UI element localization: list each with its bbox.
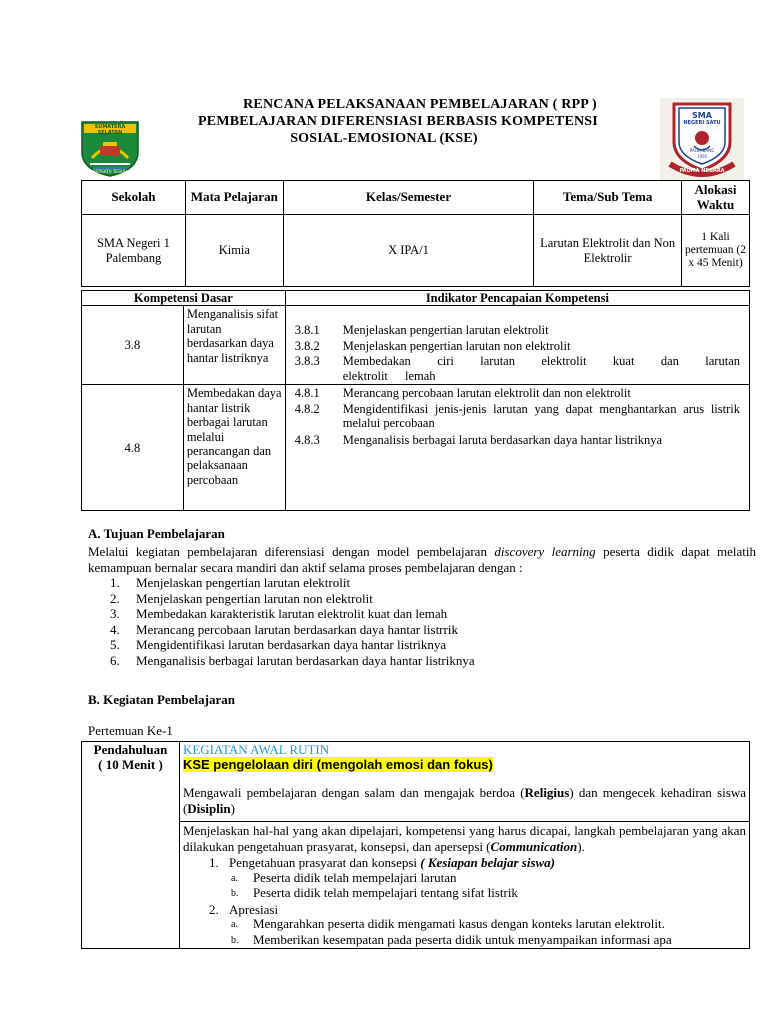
kd-code: 4.8 xyxy=(82,385,184,511)
value-alokasi-waktu: 1 Kali pertemuan (2 x 45 Menit) xyxy=(682,215,750,287)
meeting-label: Pertemuan Ke-1 xyxy=(88,723,173,738)
indicator-item xyxy=(289,339,746,355)
intro-text-end: peserta didik dapat melatih kemampuan bernalar secara mandiri dan aktif selama proses pembelajaran dengan : xyxy=(88,544,756,575)
section-a-intro xyxy=(88,544,756,576)
phase-name: Pendahuluan xyxy=(93,742,168,757)
indicator-number: 4.8.2 xyxy=(294,401,320,416)
sumsel-emblem-logo xyxy=(78,118,142,178)
indicator-text: Menjelaskan pengertian larutan elektrolit xyxy=(342,323,549,338)
opening-text: Mengawali pembelajaran dengan salam dan mengajak berdoa (Religius) dan mengecek kehadiran siswa (Disiplin) xyxy=(182,785,746,816)
document-subtitle: PEMBELAJARAN DIFERENSIASI BERBASIS KOMPETENSI xyxy=(198,114,598,129)
step-2-item: a. Mengarahkan peserta didik mengamati kasus dengan konteks larutan elektrolit. xyxy=(230,916,665,931)
indicator-group xyxy=(285,306,749,385)
logo-right-city: PALEMBANG xyxy=(689,148,715,153)
routine-heading: KEGIATAN AWAL RUTIN xyxy=(182,742,330,757)
apperception-cell xyxy=(179,822,749,949)
indicator-item xyxy=(289,354,746,384)
activities-table xyxy=(81,741,750,949)
step-1-item: a. Peserta didik telah mempelajari larutan xyxy=(230,869,457,885)
kse-highlight: KSE pengelolaan diri (mengolah emosi dan fokus) xyxy=(182,757,493,772)
logo-left-bottom: BERSATU TEGUH xyxy=(93,169,127,174)
value-tema: Larutan Elektrolit dan Non Elektrolir xyxy=(534,215,682,287)
indicator-item xyxy=(289,386,746,402)
document-subtitle-kse: SOSIAL-EMOSIONAL (KSE) xyxy=(290,131,478,146)
indicator-number: 3.8.3 xyxy=(294,354,320,369)
kd-description: Menganalisis sifat larutan berdasarkan daya hantar listriknya xyxy=(183,306,285,385)
indicator-item xyxy=(289,433,746,449)
indicator-item xyxy=(289,402,746,433)
step-2-item: b. Memberikan kesempatan pada peserta didik untuk menyampaikan informasi apa xyxy=(230,931,672,947)
objectives-list xyxy=(110,575,475,668)
indicator-number: 3.8.1 xyxy=(294,323,320,338)
school-info-table xyxy=(81,180,750,287)
value-kelas-semester: X IPA/1 xyxy=(283,215,534,287)
phase-duration: ( 10 Menit ) xyxy=(98,756,163,772)
objective-item: 6. Menganalisis berbagai larutan berdasarkan daya hantar listriknya xyxy=(110,652,475,668)
indicator-text: Membedakan ciri larutan elektrolit kuat dan larutan elektrolit lemah xyxy=(342,354,740,383)
sma-negeri-1-logo xyxy=(660,98,744,180)
header-tema: Tema/Sub Tema xyxy=(534,181,682,215)
kd-description: Membedakan daya hantar listrik berbagai larutan melalui perancangan dan pelaksanaan percobaan xyxy=(183,385,285,511)
competency-table xyxy=(81,290,750,511)
step-2: 2. Apresiasi xyxy=(208,901,279,917)
section-a-title: A. Tujuan Pembelajaran xyxy=(88,526,225,541)
header-alokasi-waktu: Alokasi Waktu xyxy=(682,181,750,215)
header-sekolah: Sekolah xyxy=(82,181,186,215)
opening-cell xyxy=(179,742,749,822)
indicator-text: Menganalisis berbagai laruta berdasarkan daya hantar listriknya xyxy=(342,432,663,447)
logo-right-year: 1950 xyxy=(696,154,708,159)
header-kompetensi-dasar: Kompetensi Dasar xyxy=(82,291,286,306)
explain-text: Menjelaskan hal-hal yang akan dipelajari, kompetensi yang harus dicapai, langkah pembelajaran yang akan dilakukan pengetahuan prasyarat, konsepsi, dan apersepsi (Communication). xyxy=(182,823,746,854)
header-kelas-semester: Kelas/Semester xyxy=(283,181,534,215)
objective-item: 4. Merancang percobaan larutan berdasarkan daya hantar listrrik xyxy=(110,621,458,637)
value-mata-pelajaran: Kimia xyxy=(185,215,283,287)
objective-item: 3. Membedakan karakteristik larutan elektrolit kuat dan lemah xyxy=(110,606,448,621)
intro-model: discovery learning xyxy=(494,544,596,559)
phase-cell xyxy=(82,742,180,949)
logo-left-text: SUMATERA SELATAN xyxy=(94,124,126,136)
indicator-number: 4.8.3 xyxy=(294,432,320,447)
value-sekolah: SMA Negeri 1 Palembang xyxy=(82,215,186,287)
logo-right-bottom: PADMA NEGARA xyxy=(679,168,725,174)
indicator-number: 4.8.1 xyxy=(294,386,320,401)
step-1: 1. Pengetahuan prasyarat dan konsepsi ( Kesiapan belajar siswa) xyxy=(208,855,556,870)
objective-item: 2. Menjelaskan pengertian larutan non elektrolit xyxy=(110,590,373,606)
objective-item: 1. Menjelaskan pengertian larutan elektrolit xyxy=(110,575,351,590)
indicator-text: Mengidentifikasi jenis-jenis larutan yang dapat menghantarkan arus listrik melalui percobaan xyxy=(342,401,740,431)
step-1-item: b. Peserta didik telah mempelajari tentang sifat listrik xyxy=(230,885,518,900)
logo-right-top: SMA xyxy=(692,111,712,120)
indicator-text: Menjelaskan pengertian larutan non elektrolit xyxy=(342,338,571,353)
header-indikator: Indikator Pencapaian Kompetensi xyxy=(285,291,749,306)
objective-item: 5. Mengidentifikasi larutan berdasarkan daya hantar listriknya xyxy=(110,637,447,652)
indicator-item xyxy=(289,323,746,339)
indicator-number: 3.8.2 xyxy=(294,338,320,353)
header-mata-pelajaran: Mata Pelajaran xyxy=(185,181,283,215)
indicator-group xyxy=(285,385,749,511)
intro-text: Melalui kegiatan pembelajaran diferensiasi dengan model pembelajaran xyxy=(88,544,495,559)
logo-right-mid: NEGERI SATU xyxy=(683,120,721,126)
document-title: RENCANA PELAKSANAAN PEMBELAJARAN ( RPP ) xyxy=(243,97,597,112)
kd-code: 3.8 xyxy=(82,306,184,385)
indicator-text: Merancang percobaan larutan elektrolit dan non elektrolit xyxy=(342,386,631,401)
section-b-title: B. Kegiatan Pembelajaran xyxy=(88,692,235,707)
